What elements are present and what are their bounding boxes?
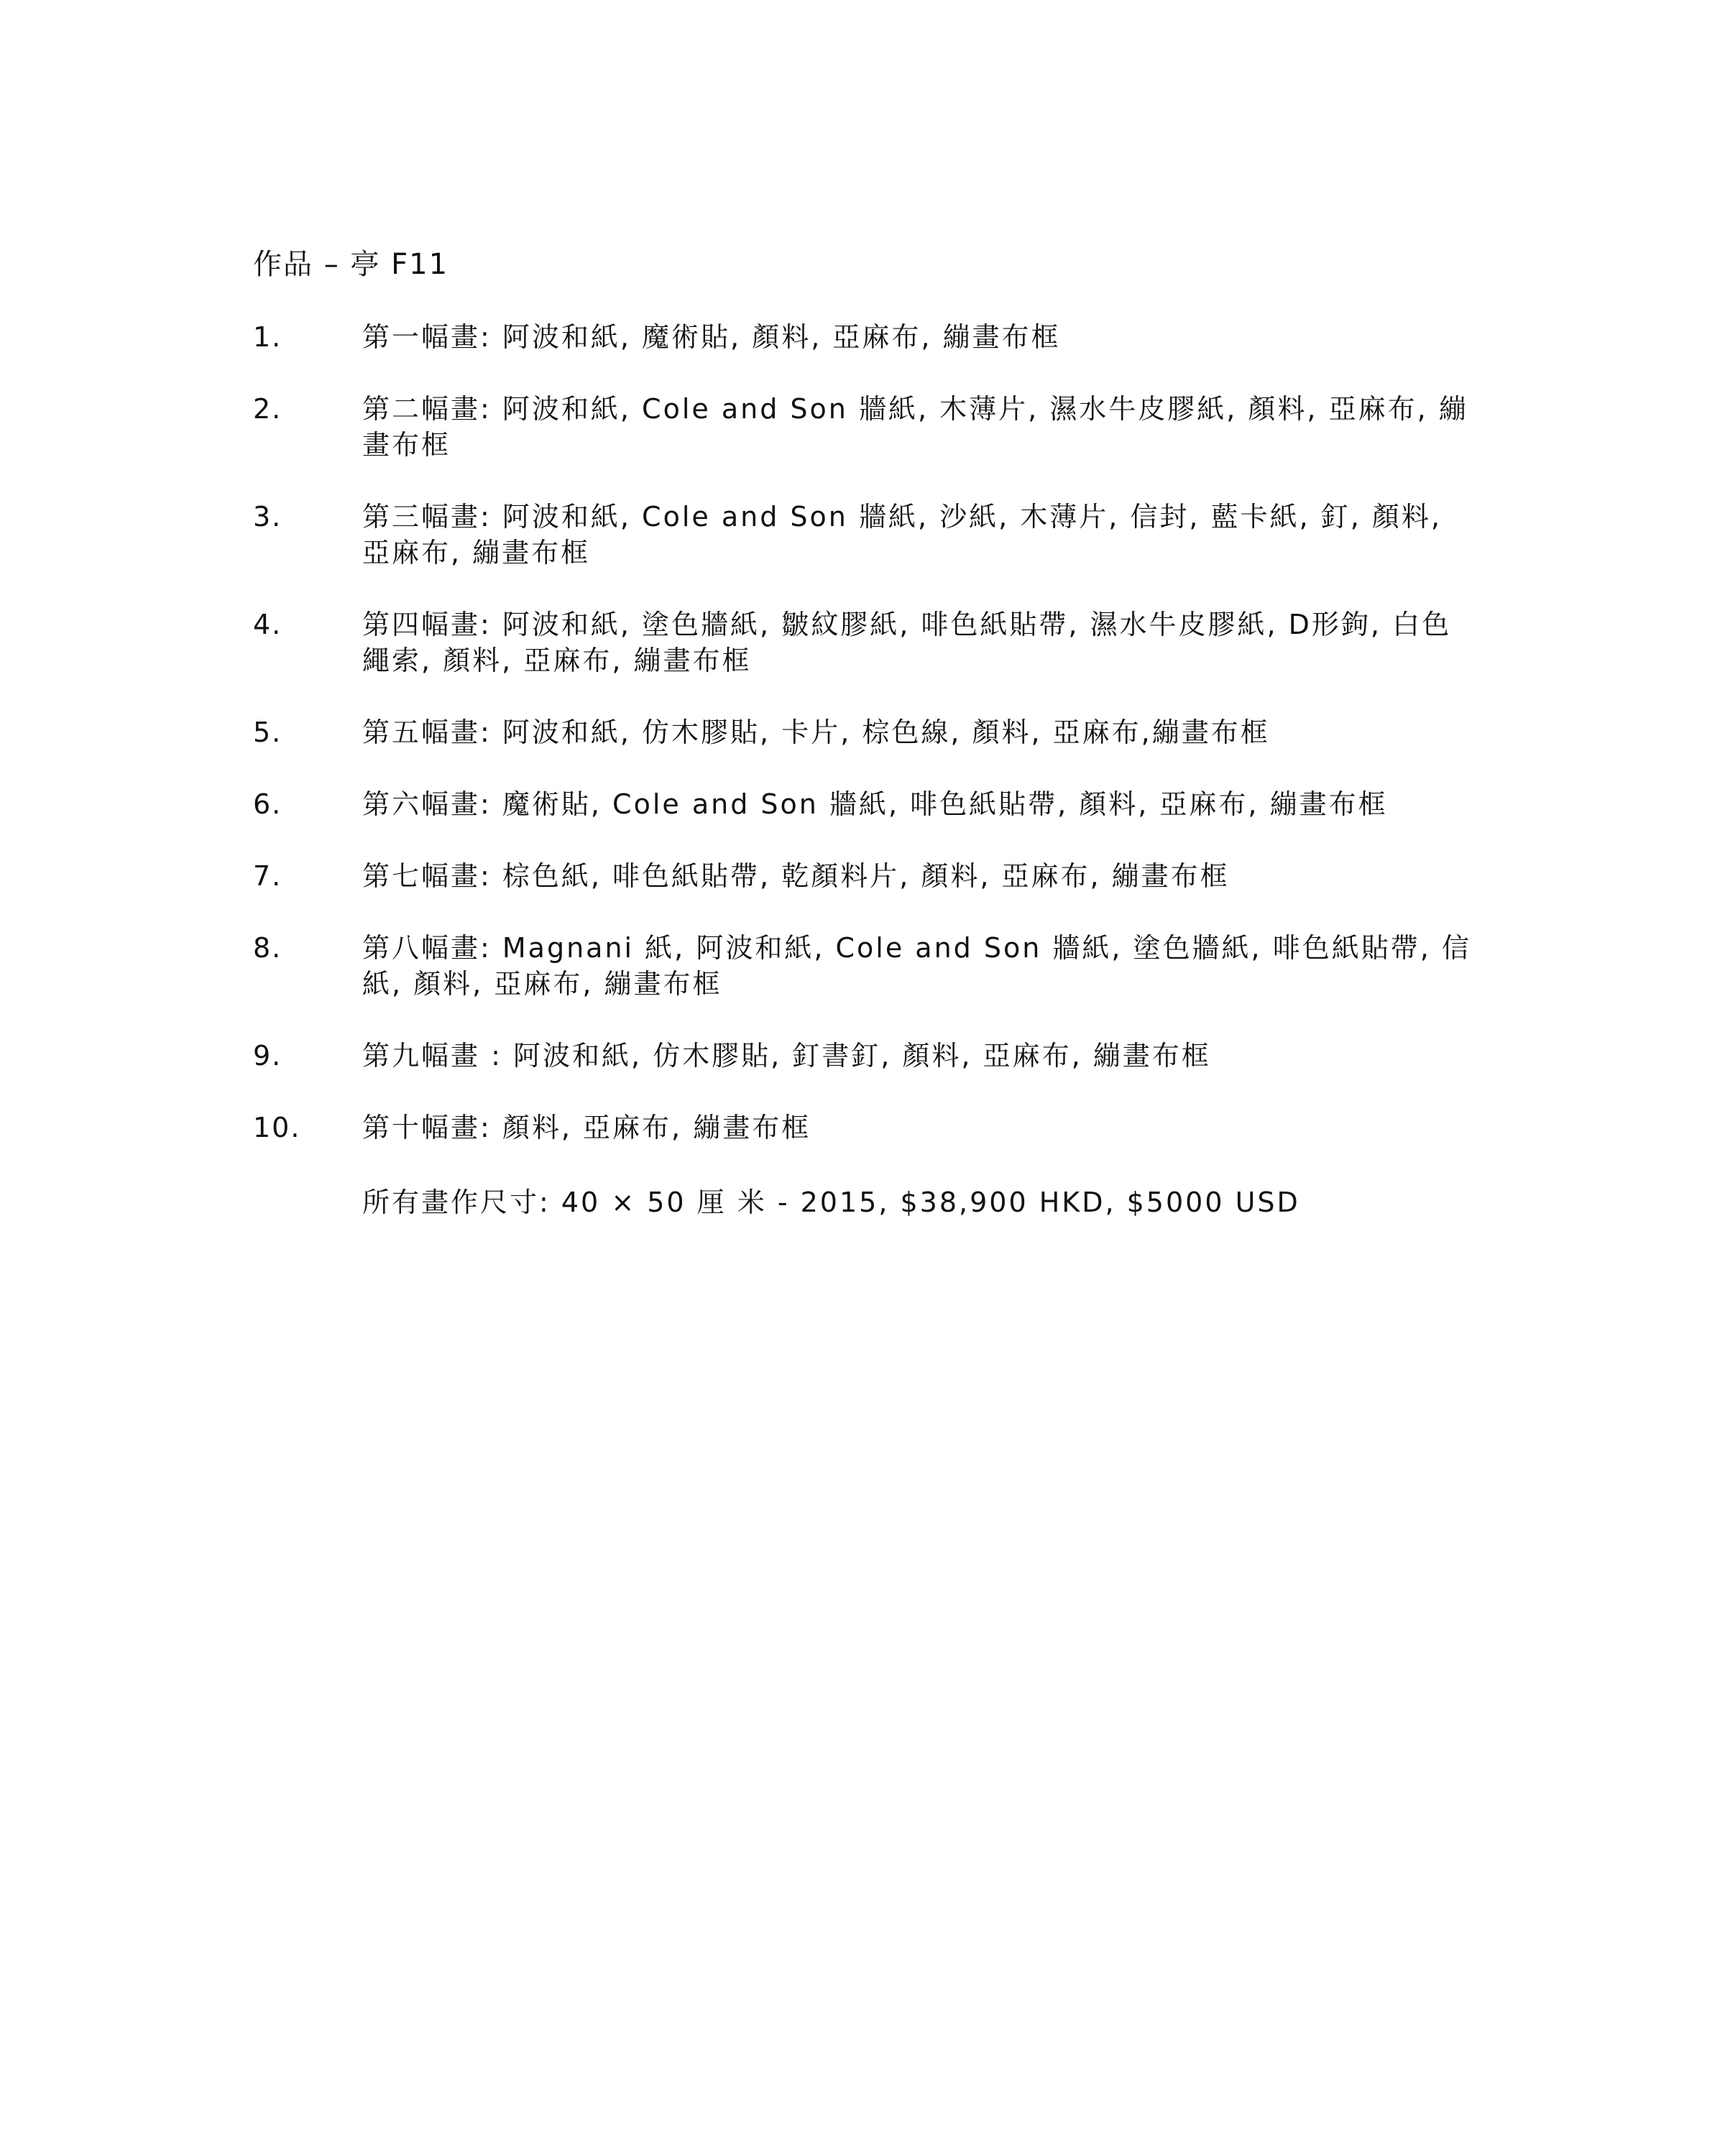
item-number: 6.	[253, 788, 282, 820]
item-materials: 第七幅畫: 棕色紙, 啡色紙貼帶, 乾顏料片, 顏料, 亞麻布, 繃畫布框	[362, 860, 1230, 892]
item-number: 4.	[253, 609, 282, 640]
list-item	[253, 499, 1475, 571]
item-materials: 第六幅畫: 魔術貼, Cole and Son 牆紙, 啡色紙貼帶, 顏料, 亞麻布, 繃畫布框	[362, 788, 1388, 820]
list-item	[253, 319, 1475, 355]
item-number: 9.	[253, 1040, 282, 1072]
item-materials: 第八幅畫: Magnani 紙, 阿波和紙, Cole and Son 牆紙, 塗色牆紙, 啡色紙貼帶, 信 紙, 顏料, 亞麻布, 繃畫布框	[362, 932, 1471, 1000]
item-number: 5.	[253, 717, 282, 748]
document-title: 作品 – 亭 F11	[253, 248, 449, 281]
item-materials: 第十幅畫: 顏料, 亞麻布, 繃畫布框	[362, 1112, 811, 1143]
item-materials: 第五幅畫: 阿波和紙, 仿木膠貼, 卡片, 棕色線, 顏料, 亞麻布,繃畫布框	[362, 717, 1270, 748]
item-materials: 第三幅畫: 阿波和紙, Cole and Son 牆紙, 沙紙, 木薄片, 信封, 藍卡紙, 釘, 顏料, 亞麻布, 繃畫布框	[362, 501, 1442, 568]
item-materials: 第二幅畫: 阿波和紙, Cole and Son 牆紙, 木薄片, 濕水牛皮膠紙, 顏料, 亞麻布, 繃畫布框	[362, 393, 1468, 461]
item-number: 7.	[253, 860, 282, 892]
list-item	[253, 930, 1475, 1002]
list-item	[253, 1038, 1475, 1074]
item-number: 10.	[253, 1112, 301, 1143]
item-materials: 第一幅畫: 阿波和紙, 魔術貼, 顏料, 亞麻布, 繃畫布框	[362, 321, 1061, 353]
list-item	[253, 1110, 1475, 1146]
item-number: 8.	[253, 932, 282, 964]
artwork-list	[253, 319, 1475, 1181]
dimensions-price-note: 所有畫作尺寸: 40 × 50 厘 米 - 2015, $38,900 HKD, $5000 USD	[362, 1187, 1300, 1218]
item-number: 1.	[253, 321, 282, 353]
item-number: 3.	[253, 501, 282, 533]
list-item	[253, 607, 1475, 678]
list-item	[253, 786, 1475, 822]
item-materials: 第九幅畫 : 阿波和紙, 仿木膠貼, 釘書釘, 顏料, 亞麻布, 繃畫布框	[362, 1040, 1211, 1072]
item-materials: 第四幅畫: 阿波和紙, 塗色牆紙, 皺紋膠紙, 啡色紙貼帶, 濕水牛皮膠紙, D形鉤, 白色繩索, 顏料, 亞麻布, 繃畫布框	[362, 609, 1452, 676]
item-number: 2.	[253, 393, 282, 425]
list-item	[253, 391, 1475, 463]
list-item	[253, 714, 1475, 750]
list-item	[253, 858, 1475, 894]
